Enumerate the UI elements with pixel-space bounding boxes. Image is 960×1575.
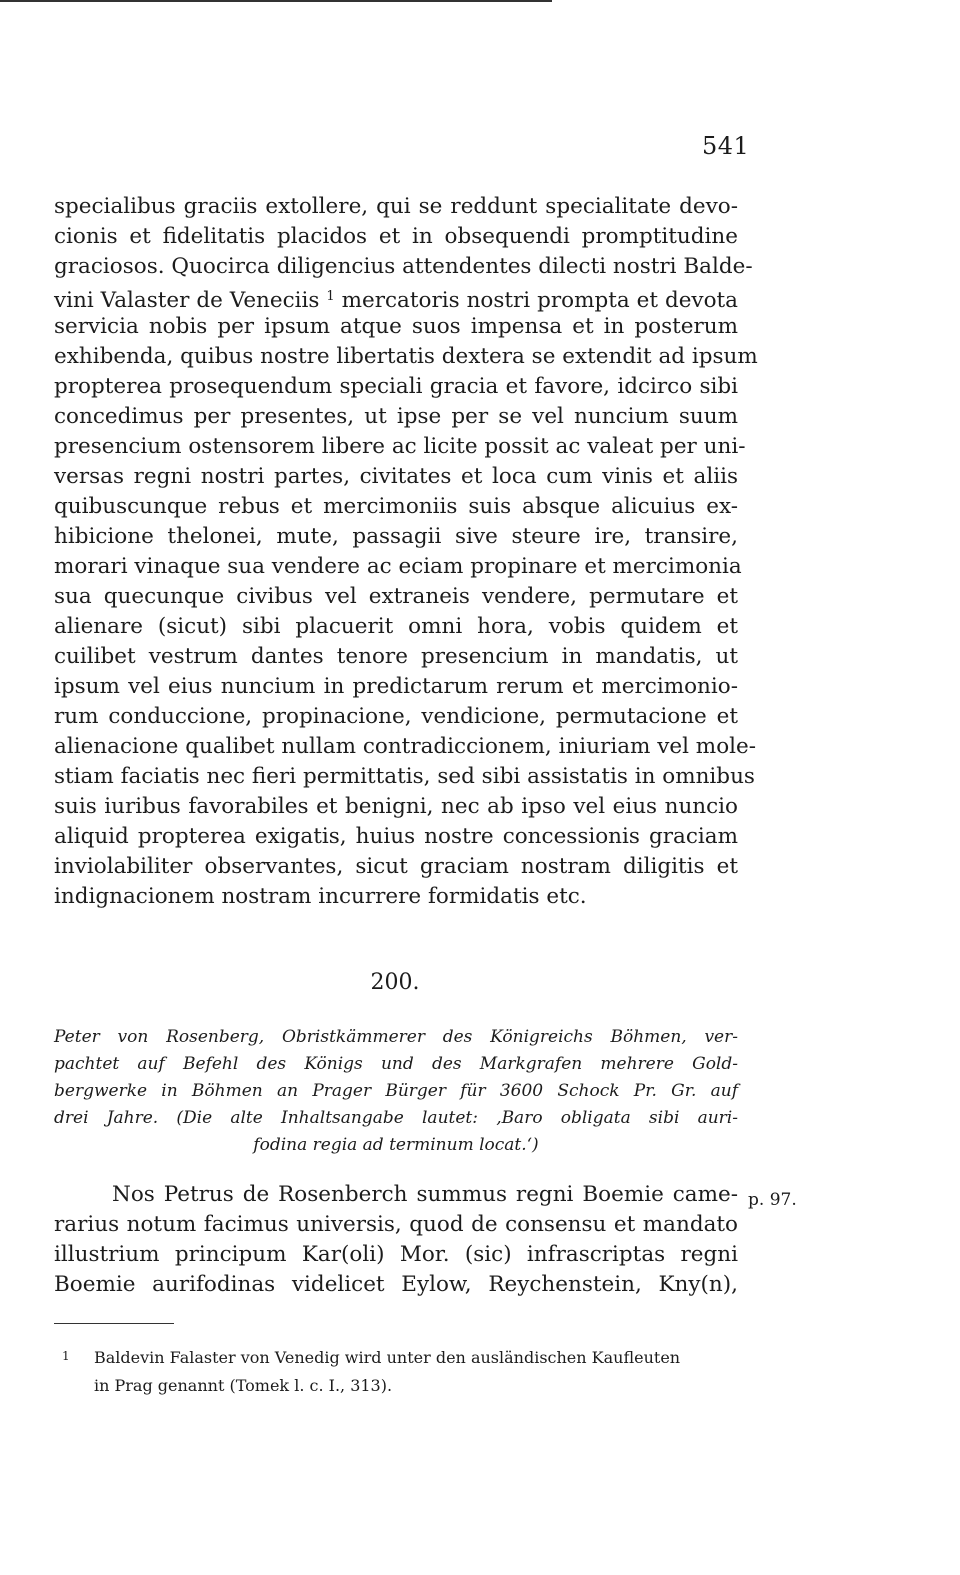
text-line: exhibenda, quibus nostre libertatis dextera se extendit ad ipsum (54, 344, 758, 369)
text-line: ipsum vel eius nuncium in predictarum rerum et mercimonio- (54, 674, 738, 699)
text-line: stiam faciatis nec fieri permittatis, sed sibi assistatis in omnibus (54, 764, 755, 789)
text-line: alienacione qualibet nullam contradiccionem, iniuriam vel mole- (54, 734, 757, 759)
summary-line: fodina regia ad terminum locat.‘) (253, 1135, 539, 1155)
text-line: morari vinaque sua vendere ac eciam propinare et mercimonia (54, 554, 742, 579)
summary-line: pachtet auf Befehl des Königs und des Markgrafen mehrere Gold- (54, 1054, 738, 1074)
text-line: inviolabiliter observantes, sicut graciam nostram diligitis et (54, 854, 738, 879)
text-line: indignacionem nostram incurrere formidatis etc. (54, 884, 587, 909)
text-line: aliquid propterea exigatis, huius nostre concessionis graciam (54, 824, 738, 849)
text-line: hibicione thelonei, mute, passagii sive steure ire, transire, (54, 524, 738, 549)
text-line: sua quecunque civibus vel extraneis vendere, permutare et (54, 584, 738, 609)
footnote-reference: 1 (326, 289, 335, 304)
text-line: propterea prosequendum speciali gracia et favore, idcirco sibi (54, 374, 738, 399)
top-border-rule (0, 0, 552, 2)
summary-line: Peter von Rosenberg, Obristkämmerer des Königreichs Böhmen, ver- (54, 1027, 738, 1047)
text-line: Nos Petrus de Rosenberch summus regni Boemie came- (112, 1182, 738, 1207)
text-line: rum conduccione, propinacione, vendicione, permutacione et (54, 704, 738, 729)
text-line: suis iuribus favorabiles et benigni, nec ab ipso vel eius nuncio (54, 794, 738, 819)
text-line-with-note (54, 282, 738, 312)
text-line: quibuscunque rebus et mercimoniis suis absque alicuius ex- (54, 494, 738, 519)
text-segment: vini Valaster de Veneciis (54, 288, 320, 313)
text-segment: mercatoris nostri prompta et devota (341, 288, 738, 313)
text-line: illustrium principum Kar(oli) Mor. (sic) infrascriptas regni (54, 1242, 738, 1267)
page-reference: p. 97. (748, 1190, 797, 1210)
summary-line: bergwerke in Böhmen an Prager Bürger für 3600 Schock Pr. Gr. auf (54, 1081, 738, 1101)
text-line: specialibus graciis extollere, qui se reddunt specialitate devo- (54, 194, 738, 219)
footnote-line: Baldevin Falaster von Venedig wird unter den ausländischen Kaufleuten (94, 1348, 681, 1367)
text-line: concedimus per presentes, ut ipse per se vel nuncium suum (54, 404, 738, 429)
text-line: Boemie aurifodinas videlicet Eylow, Reychenstein, Kny(n), (54, 1272, 738, 1297)
text-line: cuilibet vestrum dantes tenore presencium in mandatis, ut (54, 644, 738, 669)
text-line: alienare (sicut) sibi placuerit omni hora, vobis quidem et (54, 614, 738, 639)
text-line: cionis et fidelitatis placidos et in obsequendi promptitudine (54, 224, 738, 249)
text-line: rarius notum facimus universis, quod de consensu et mandato (54, 1212, 738, 1237)
page-number: 541 (702, 132, 750, 160)
section-number: 200. (370, 970, 420, 995)
summary-line: drei Jahre. (Die alte Inhaltsangabe lautet: ‚Baro obligata sibi auri- (54, 1108, 738, 1128)
footnote-separator (54, 1323, 174, 1324)
footnote-mark: 1 (62, 1349, 70, 1363)
text-line: versas regni nostri partes, civitates et loca cum vinis et aliis (54, 464, 738, 489)
text-line: graciosos. Quocirca diligencius attendentes dilecti nostri Balde- (54, 254, 753, 279)
text-line: servicia nobis per ipsum atque suos impensa et in posterum (54, 314, 738, 339)
footnote-line: in Prag genannt (Tomek l. c. I., 313). (94, 1376, 393, 1395)
text-line: presencium ostensorem libere ac licite possit ac valeat per uni- (54, 434, 746, 459)
